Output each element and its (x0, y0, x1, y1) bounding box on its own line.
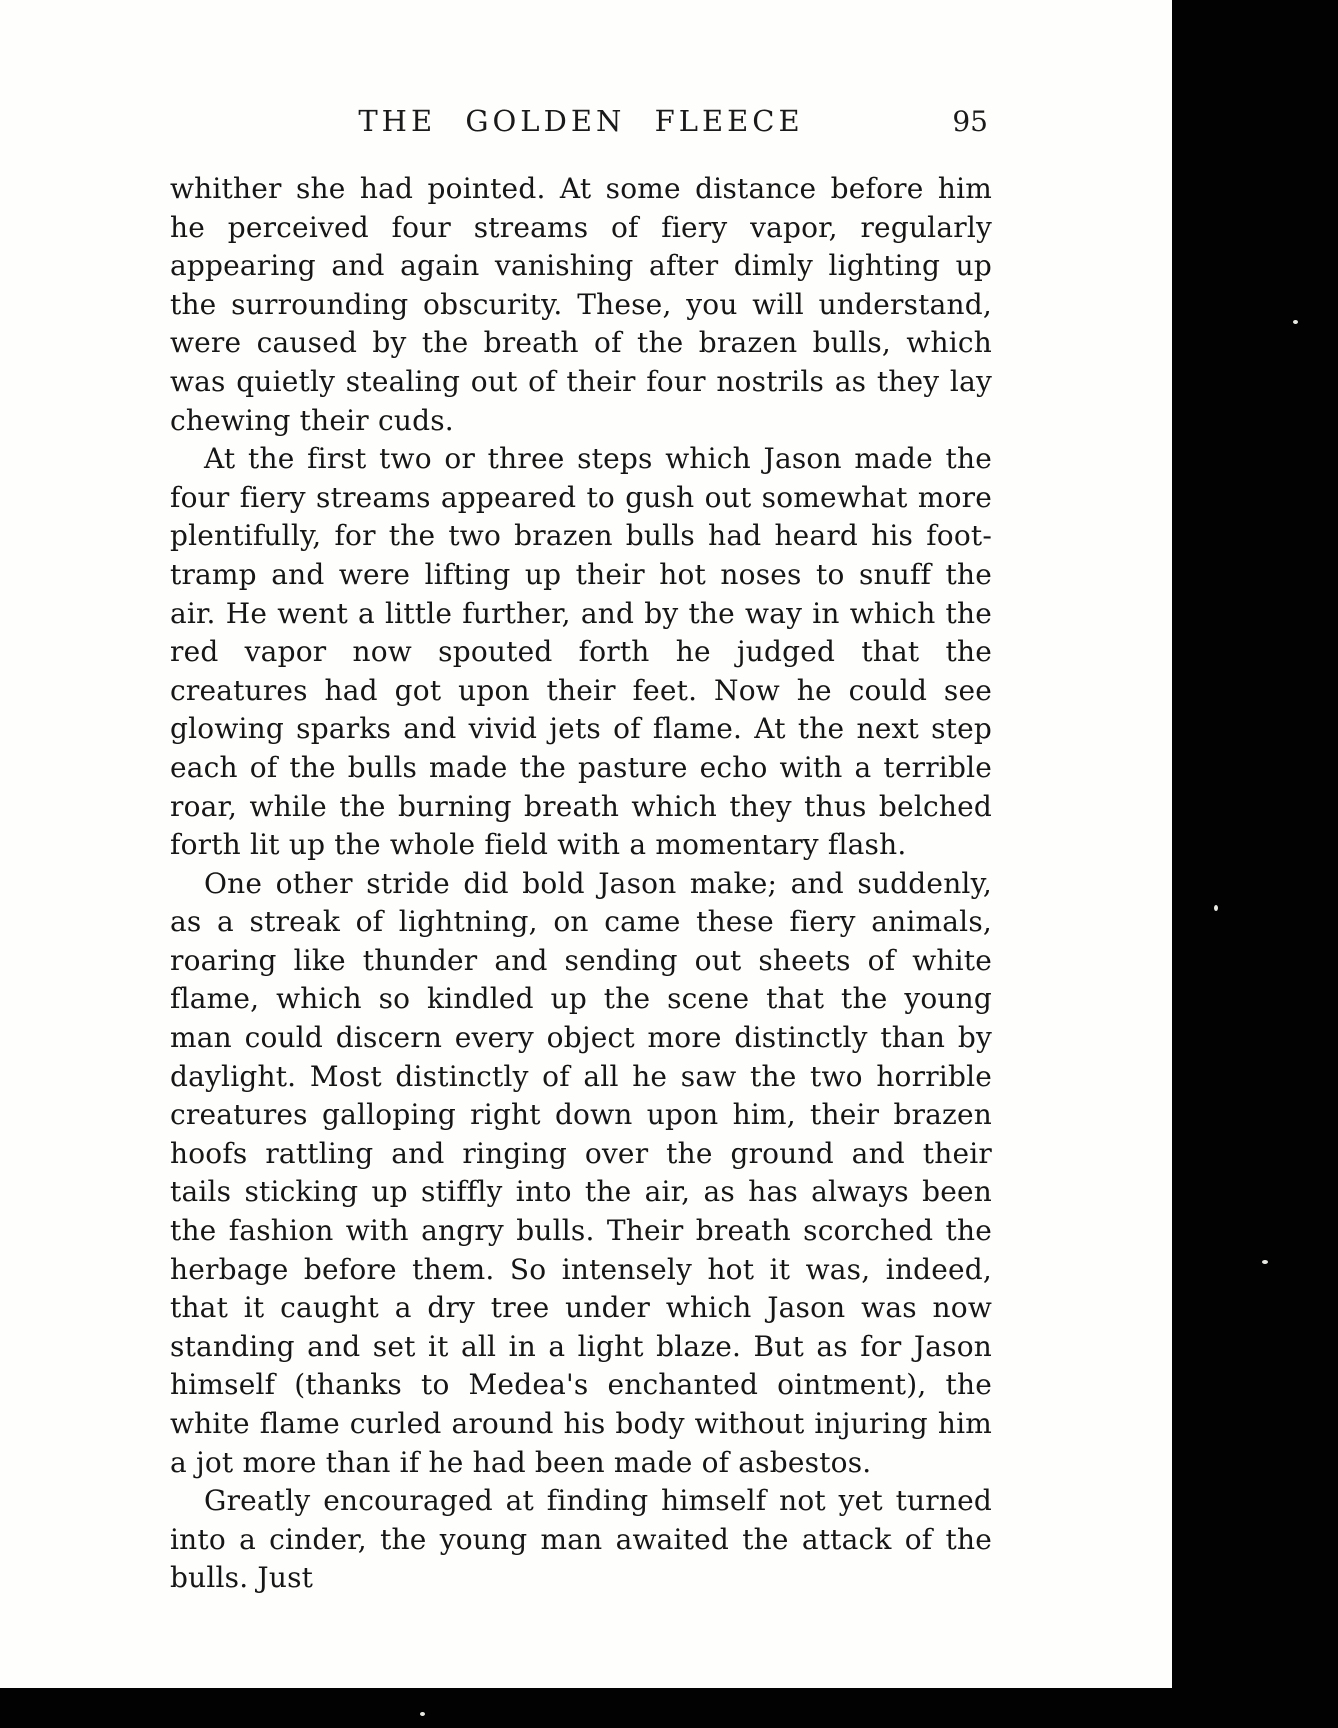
page-number: 95 (952, 105, 988, 138)
running-head (170, 104, 992, 146)
scan-speckle (1214, 905, 1218, 911)
paragraph: whither she had pointed. At some distance before him he perceived four streams of fiery vapor, regularly appearing and again vanishing after dimly lighting up the surrounding obscurity. These, you will understand, were caused by the breath of the brazen bulls, which was quietly stealing out of their four nostrils as they lay chewing their cuds. (170, 172, 992, 437)
scan-speckle (1262, 1260, 1268, 1264)
paragraph: Greatly encouraged at finding himself not yet turned into a cinder, the young man awaited the attack of the bulls. Just (170, 1484, 992, 1595)
scan-speckle (1293, 320, 1298, 324)
text-column (170, 104, 992, 1598)
body-text (170, 170, 992, 1598)
page-title: THE GOLDEN FLEECE (358, 104, 804, 138)
paragraph: At the first two or three steps which Jason made the four fiery streams appeared to gush out somewhat more plentifully, for the two brazen bulls had heard his foot-tramp and were lifting up their hot noses to snuff the air. He went a little further, and by the way in which the red vapor now spouted forth he judged that the creatures had got upon their feet. Now he could see glowing sparks and vivid jets of flame. At the next step each of the bulls made the pasture echo with a terrible roar, while the burning breath which they thus belched forth lit up the whole field with a momentary flash. (170, 442, 992, 862)
scan-edge-right (1172, 0, 1338, 1728)
paragraph: One other stride did bold Jason make; and suddenly, as a streak of lightning, on came these fiery animals, roaring like thunder and sending out sheets of white flame, which so kindled up the scene that the young man could discern every object more distinctly than by daylight. Most distinctly of all he saw the two horrible creatures galloping right down upon him, their brazen hoofs rattling and ringing over the ground and their tails sticking up stiffly into the air, as has always been the fashion with angry bulls. Their breath scorched the herbage before them. So intensely hot it was, indeed, that it caught a dry tree under which Jason was now standing and set it all in a light blaze. But as for Jason himself (thanks to Medea's enchanted ointment), the white flame curled around his body without injuring him a jot more than if he had been made of asbestos. (170, 866, 992, 1479)
scan-speckle (420, 1712, 425, 1716)
scan-edge-bottom (0, 1688, 1338, 1728)
